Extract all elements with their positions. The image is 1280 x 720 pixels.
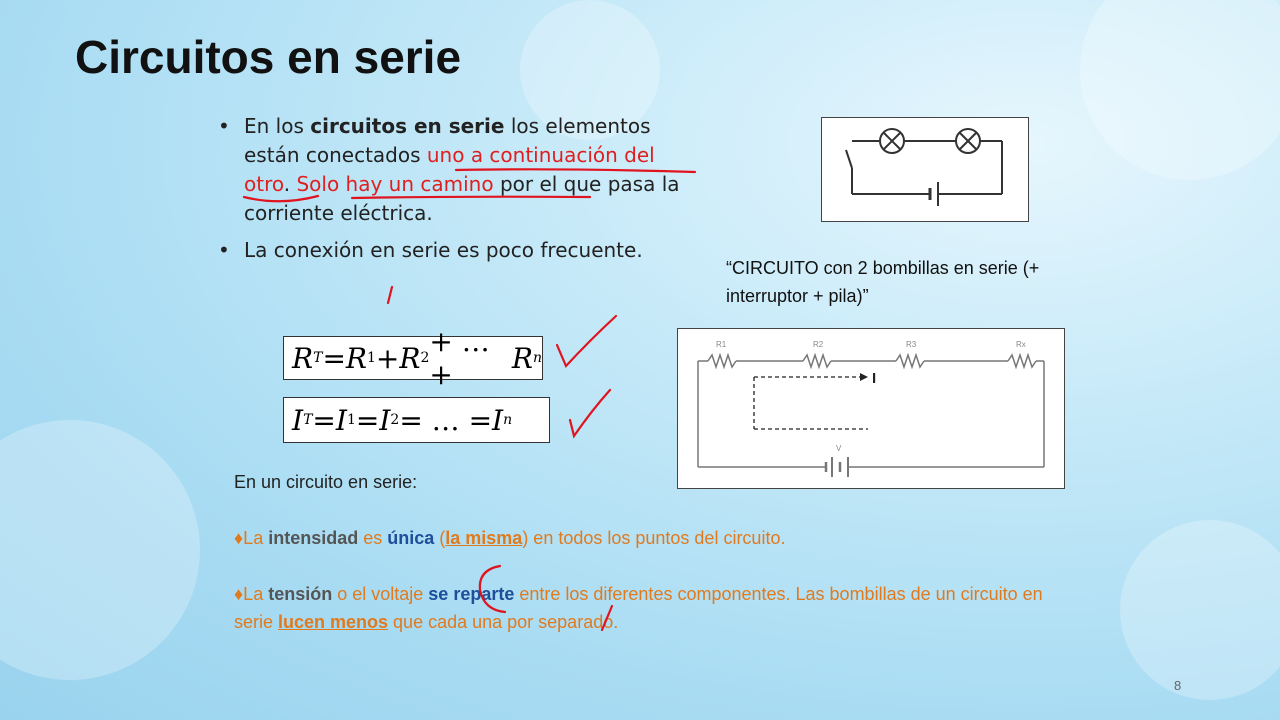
formula-operator: + … +: [429, 325, 490, 391]
keyword: tensión: [268, 584, 333, 604]
formula-operator: = … =: [399, 403, 493, 437]
resistor-label: R3: [906, 340, 917, 349]
text: La conexión en serie es poco frecuente.: [244, 238, 643, 262]
series-intro: En un circuito en serie:: [234, 472, 418, 492]
formula-symbol: R: [399, 341, 421, 375]
formula-symbol: R: [511, 341, 533, 375]
text: ) en todos los puntos del circuito.: [522, 528, 786, 548]
formula-operator: +: [375, 341, 400, 375]
formula-operator: =: [322, 341, 346, 375]
red-text: uno a continuación del otro: [244, 143, 655, 196]
background-bokeh: [1120, 520, 1280, 700]
circuit-diagram-bulbs: [821, 117, 1029, 222]
text: (: [434, 528, 446, 548]
text: .: [283, 172, 297, 196]
formula-symbol: I: [492, 403, 504, 437]
text: es: [358, 528, 388, 548]
bullet-list: [218, 112, 698, 273]
formula-subscript: T: [313, 350, 323, 366]
circuit-drawing: [678, 329, 1064, 488]
check-mark: [570, 390, 610, 436]
keyword: única: [387, 528, 435, 548]
text: En los: [244, 114, 311, 138]
text: ♦La: [234, 584, 269, 604]
voltage-label: V: [836, 444, 842, 453]
formula-symbol: R: [292, 341, 314, 375]
text: o el voltaje: [332, 584, 429, 604]
bullet-item: [218, 112, 698, 228]
text: los elementos están conectados: [244, 114, 651, 167]
formula-intensity: [283, 397, 550, 443]
resistor-label: Rx: [1016, 340, 1026, 349]
formula-subscript: T: [303, 412, 313, 428]
text: entre los diferentes componentes. Las bombillas de un circuito en serie: [234, 584, 1043, 632]
formula-subscript: n: [532, 350, 542, 366]
resistor-label: R1: [716, 340, 727, 349]
formula-symbol: R: [345, 341, 367, 375]
slide-title: Circuitos en serie: [75, 31, 462, 83]
formula-symbol: I: [379, 403, 391, 437]
keyword: intensidad: [268, 528, 359, 548]
series-explanation: [234, 468, 1054, 636]
formula-subscript: 2: [420, 350, 430, 366]
formula-subscript: 2: [390, 412, 400, 428]
underlined-text: la misma: [445, 528, 523, 548]
formula-operator: =: [312, 403, 336, 437]
red-text: Solo hay un camino: [296, 172, 494, 196]
background-bokeh: [1080, 0, 1280, 180]
resistor-label: R2: [813, 340, 824, 349]
formula-subscript: n: [503, 412, 513, 428]
formula-subscript: 1: [346, 412, 356, 428]
formula-symbol: I: [292, 403, 304, 437]
bullet-item: [218, 236, 698, 265]
current-label: I: [872, 370, 877, 387]
keyword: se reparte: [428, 584, 515, 604]
formula-symbol: I: [335, 403, 347, 437]
circuit-drawing: [822, 118, 1028, 221]
underlined-text: lucen menos: [278, 612, 389, 632]
text: por el que pasa la corriente eléctrica.: [244, 172, 680, 225]
formula-subscript: 1: [367, 350, 376, 366]
background-bokeh: [0, 420, 200, 680]
tick-mark: [388, 287, 392, 303]
text: ♦La: [234, 528, 269, 548]
page-number: 8: [1174, 678, 1182, 693]
series-point-intensity: [234, 524, 1054, 552]
circuit-diagram-resistors: [677, 328, 1065, 489]
diagram-caption: “CIRCUITO con 2 bombillas en serie (+ interruptor + pila)”: [726, 258, 1040, 306]
text: que cada una por separado.: [388, 612, 619, 632]
series-point-voltage: [234, 580, 1054, 636]
bold-text: circuitos en serie: [310, 114, 505, 138]
formula-operator: =: [355, 403, 380, 437]
formula-resistance: [283, 325, 543, 391]
check-mark: [557, 316, 616, 366]
